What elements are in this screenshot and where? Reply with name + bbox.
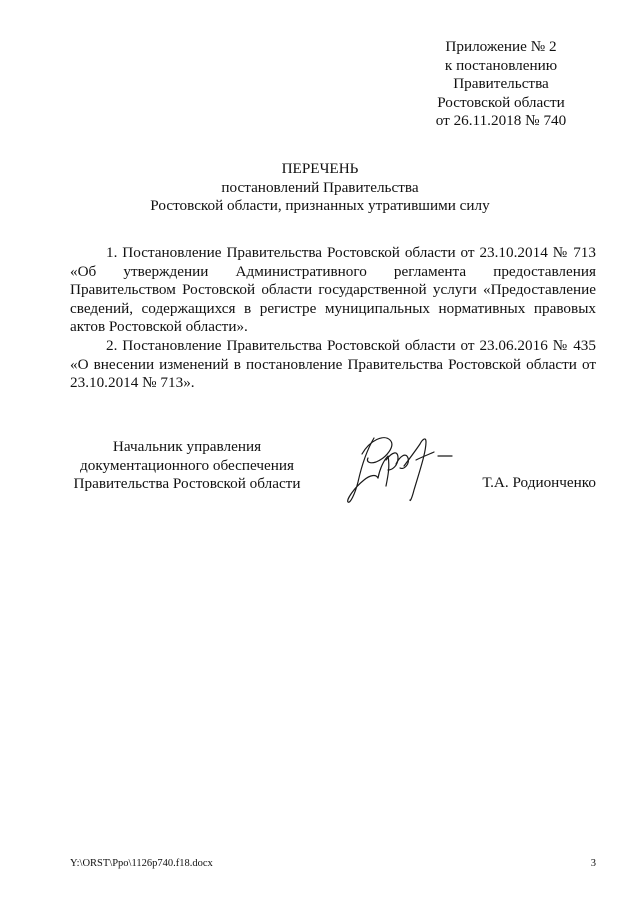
page-number: 3 [590, 858, 596, 869]
position-line: Правительства Ростовской области [73, 475, 301, 493]
document-body [70, 244, 596, 393]
document-subtitle-line: Ростовской области, признанных утратившими силу [150, 197, 490, 215]
appendix-note [406, 38, 596, 131]
document-title: ПЕРЕЧЕНЬ [281, 160, 359, 177]
appendix-line: от 26.11.2018 № 740 [435, 112, 567, 130]
signer-name: Т.А. Родионченко [482, 474, 596, 491]
position-line: Начальник управления [112, 438, 262, 455]
appendix-line: Правительства [453, 75, 549, 93]
file-path: Y:\ORST\Ppo\1126p740.f18.docx [70, 858, 213, 869]
position-line: документационного обеспечения [80, 456, 294, 474]
list-item: 2. Постановление Правительства Ростовской области от 23.06.2016 № 435 «О внесении изменений в постановление Правительства Ростовской области от 23.10.2014 № 713». [70, 336, 596, 392]
handwritten-signature [340, 430, 455, 512]
document-heading [0, 160, 640, 216]
signatory-position [64, 438, 310, 494]
appendix-line: Ростовской области [437, 93, 565, 111]
document-subtitle-line: постановлений Правительства [221, 178, 419, 196]
appendix-line: к постановлению [444, 56, 558, 74]
appendix-line: Приложение № 2 [445, 38, 557, 55]
list-item: 1. Постановление Правительства Ростовской области от 23.10.2014 № 713 «Об утверждении Административного регламента предоставления Правительством Ростовской области государственной услуги «Предоставление сведений, содержащихся в регистре муниципальных нормативных правовых актов Ростовской области». [70, 244, 596, 336]
